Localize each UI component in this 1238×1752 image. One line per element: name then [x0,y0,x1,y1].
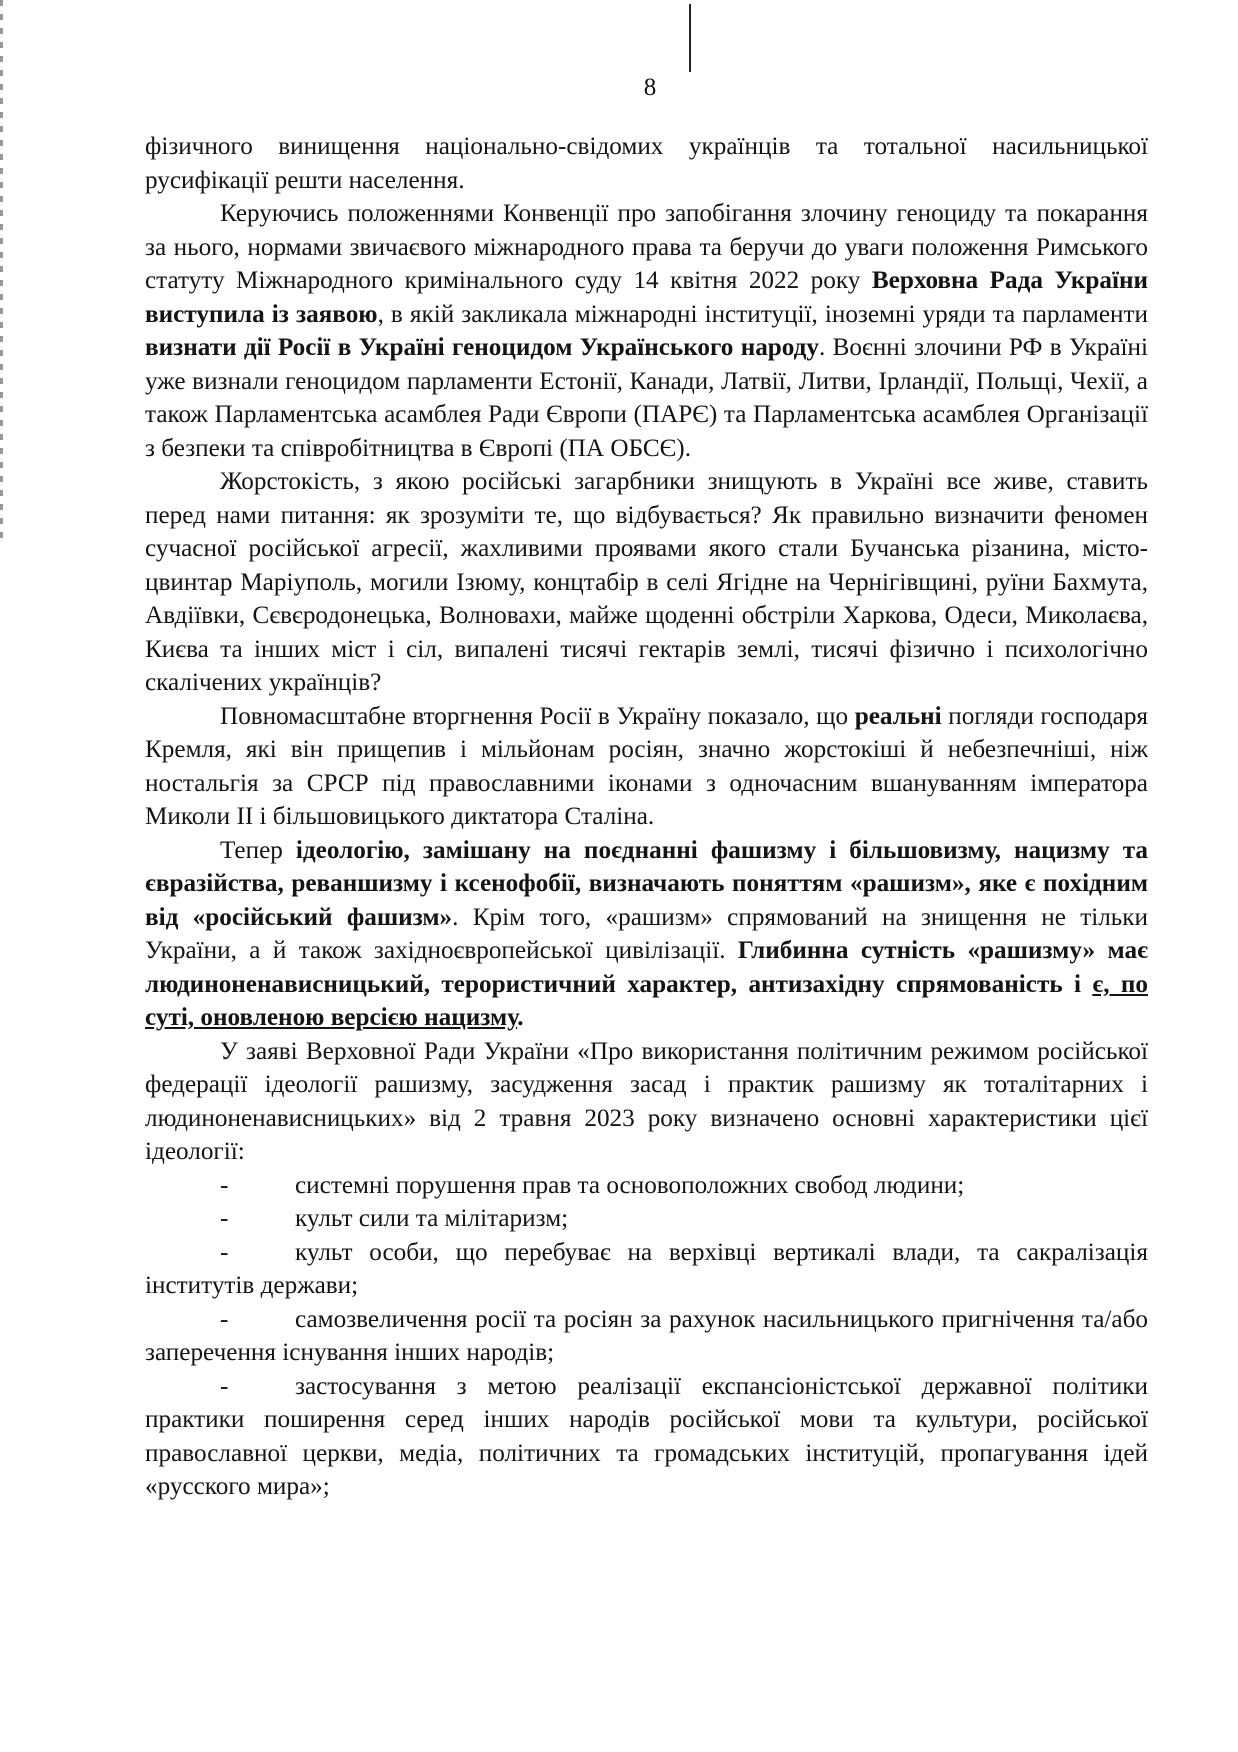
list-item [145,1236,1148,1303]
list-dash: - [220,1238,229,1266]
text-run: . Воєнні злочини РФ в Україні уже визнали геноцидом парламенти Естонії, Канади, Латвії, Литви, Ірландії, Польщі, Чехії, а також Парламентська асамблея Ради Європи (ПАРЄ) та Парламентська асамблея Організації з безпеки та співробітництва в Європі (ПА ОБСЄ). [145,334,1148,462]
list-item-text: культ особи, що перебуває на верхівці вертикалі влади, та сакралізація інститутів держави; [145,1238,1148,1299]
text-run: Керуючись положеннями Конвенції про запобігання злочину геноциду та покарання за нього, нормами звичаєвого міжнародного права та беручи до уваги положення Римського статуту Міжнародного кримінального суду 14 квітня 2022 року [145,200,1148,294]
paragraph-continuation: фізичного винищення національно-свідомих українців та тотальної насильницької русифікації решти населення. [145,133,1148,194]
list-dash: - [220,1171,229,1199]
page-number: 8 [643,74,657,101]
list-dash: - [220,1205,229,1232]
bold-text-run: ідеологію, замішану на поєднанні фашизму і більшовизму, нацизму та євразійства, реваншизму і ксенофобії, визначають поняттям «рашизм», яке є похідним від «російський фашизм» [145,836,1148,931]
list-item [145,1202,1148,1236]
bold-text-run: реальні [854,702,942,730]
paragraph-genocide-statement [145,197,1148,465]
text-run: Повномасштабне вторгнення Росії в Україну показало, що [220,702,855,730]
list-item-text: самозвеличення росії та росіян за рахунок насильницького пригнічення та/або заперечення існування інших народів; [145,1305,1148,1366]
text-run: Тепер [220,836,296,864]
body-text [145,130,1148,1504]
list-item-text: культ сили та мілітаризм; [295,1205,569,1232]
paragraph-rashism-definition [145,834,1148,1035]
list-item-text: застосування з метою реалізації експансіоністської державної політики практики поширення серед інших народів російської мови та культури, російської православної церкви, медіа, політичних та громадських інституцій, пропагування ідей «русского мира»; [145,1372,1148,1500]
list-dash: - [220,1372,229,1400]
bold-text-run: Глибинна сутність «рашизму» має людиноненависницький, терористичний характер, антизахідну спрямованість і [145,937,1149,998]
text-run: . Крім того, «рашизм» спрямований на знищення не тільки України, а й також західноєвропейської цивілізації. [145,903,1148,964]
list-item-text: системні порушення прав та основоположних свобод людини; [295,1171,965,1199]
paragraph-cruelty: Жорстокість, з якою російські загарбники знищують в Україні все живе, ставить перед нами питання: як зрозуміти те, що відбувається? Як правильно визначити феномен сучасної російської агресії, жахливими проявами якого стали Бучанська різанина, місто-цвинтар Маріуполь, могили Ізюму, концтабір в селі Ягідне на Чернігівщині, руїни Бахмута, Авдіївки, Сєвєродонецька, Волновахи, майже щоденні обстріли Харкова, Одеси, Миколаєва, Києва та інших міст і сіл, випалені тисячі гектарів землі, тисячі фізично і психологічно скалічених українців? [145,468,1148,696]
scan-artifact-line [689,4,691,72]
bold-text-run: . [517,1004,524,1031]
bold-underlined-text-run: є, по суті, оновленою версією нацизму [145,970,1148,1031]
list-item [145,1303,1148,1370]
text-run: , в якій закликала міжнародні інституції, іноземні уряди та парламенти [377,300,1148,328]
list-item [145,1370,1148,1504]
bold-text-run: Верховна Рада України виступила із заявою [145,267,1148,328]
list-item [145,1169,1148,1203]
paragraph-verkhovna-rada-statement: У заяві Верховної Ради України «Про використання політичним режимом російської федерації ідеології рашизму, засудження засад і практик рашизму як тоталітарних і людиноненависницьких» від 2 травня 2023 року визначено основні характеристики цієї ідеології: [145,1037,1148,1165]
bold-text-run: визнати дії Росії в Україні геноцидом Українського народу [145,334,820,361]
paragraph-invasion [145,700,1148,834]
text-run: погляди господаря Кремля, які він прищепив і мільйонам росіян, значно жорстокіші й небезпечніші, ніж ностальгія за СРСР під православними іконами з одночасним вшануванням імператора Миколи ІІ і більшовицького диктатора Сталіна. [145,702,1148,830]
list-dash: - [220,1305,229,1333]
